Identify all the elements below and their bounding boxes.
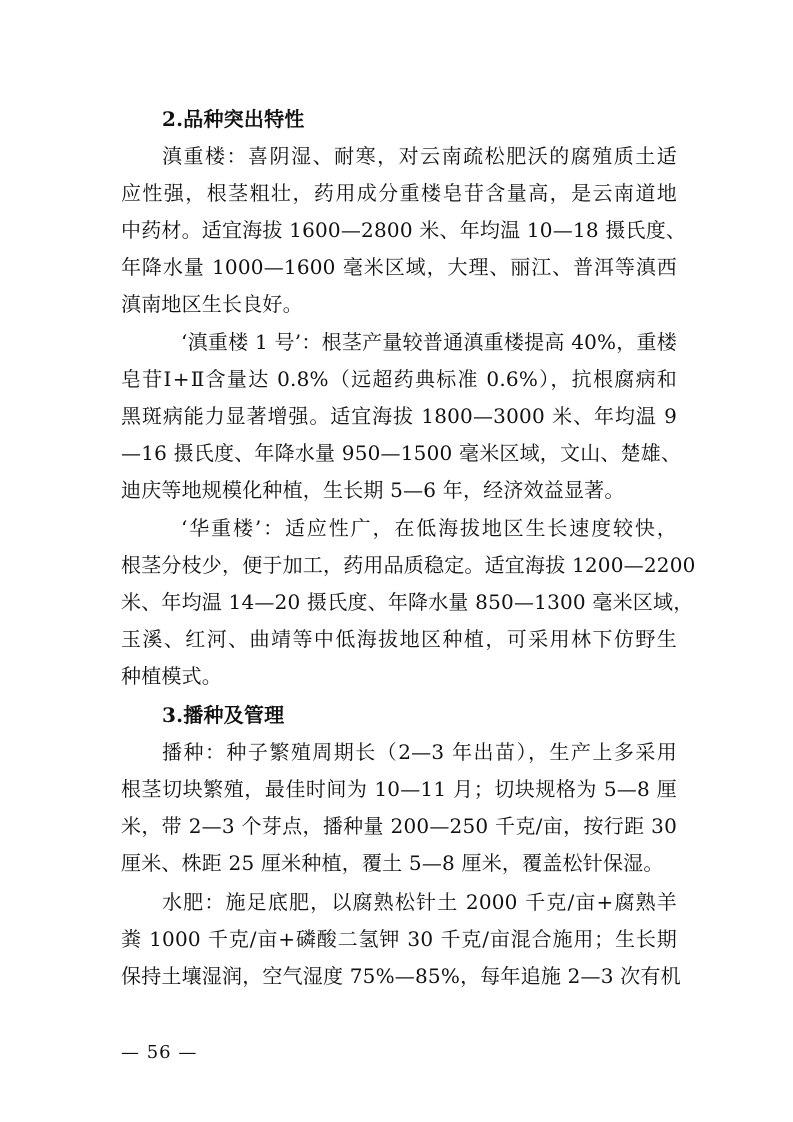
section-heading-sowing-management: 3.播种及管理 [162,703,285,727]
paragraph-line: 根茎分枝少，便于加工，药用品质稳定。适宜海拔 1200—2200 [121,553,696,577]
paragraph-line: 种植模式。 [121,664,222,688]
paragraph-line: 米、年均温 14—20 摄氏度、年降水量 850—1300 毫米区域， [121,590,694,614]
paragraph-line: ‘华重楼’：适应性广，在低海拔地区生长速度较快， [181,516,677,540]
paragraph-line: 滇南地区生长良好。 [121,292,303,316]
paragraph-line: 年降水量 1000—1600 毫米区域，大理、丽江、普洱等滇西 [121,255,677,279]
paragraph-line: ‘滇重楼 1 号’：根茎产量较普通滇重楼提高 40%，重楼 [181,330,677,354]
paragraph-line: —16 摄氏度、年降水量 950—1500 毫米区域，文山、楚雄、 [121,441,682,465]
paragraph-line: 粪 1000 千克/亩+磷酸二氢钾 30 千克/亩混合施用；生长期 [121,927,677,951]
paragraph-line: 迪庆等地规模化种植，生长期 5—6 年，经济效益显著。 [121,478,625,502]
paragraph-line: 应性强，根茎粗壮，药用成分重楼皂苷含量高，是云南道地 [121,181,677,205]
paragraph-line: 米，带 2—3 个芽点，播种量 200—250 千克/亩，按行距 30 [121,814,677,838]
paragraph-line: 滇重楼：喜阴湿、耐寒，对云南疏松肥沃的腐殖质土适 [162,144,677,168]
paragraph-line: 厘米、株距 25 厘米种植，覆土 5—8 厘米，覆盖松针保湿。 [121,851,664,875]
paragraph-line: 水肥：施足底肥，以腐熟松针土 2000 千克/亩+腐熟羊 [162,890,677,914]
paragraph-line: 根茎切块繁殖，最佳时间为 10—11 月；切块规格为 5—8 厘 [121,777,677,801]
section-heading-variety-traits: 2.品种突出特性 [162,107,305,131]
page-number: — 56 — [121,1042,198,1063]
paragraph-line: 黑斑病能力显著增强。适宜海拔 1800—3000 米、年均温 9 [121,404,677,428]
paragraph-line: 皂苷Ⅰ+Ⅱ含量达 0.8%（远超药典标准 0.6%），抗根腐病和 [121,367,677,391]
paragraph-line: 玉溪、红河、曲靖等中低海拔地区种植，可采用林下仿野生 [121,627,677,651]
paragraph-line: 中药材。适宜海拔 1600—2800 米、年均温 10—18 摄氏度、 [121,218,687,242]
paragraph-line: 播种：种子繁殖周期长（2—3 年出苗），生产上多采用 [162,740,677,764]
paragraph-line: 保持土壤湿润，空气湿度 75%—85%，每年追施 2—3 次有机 [121,964,681,988]
